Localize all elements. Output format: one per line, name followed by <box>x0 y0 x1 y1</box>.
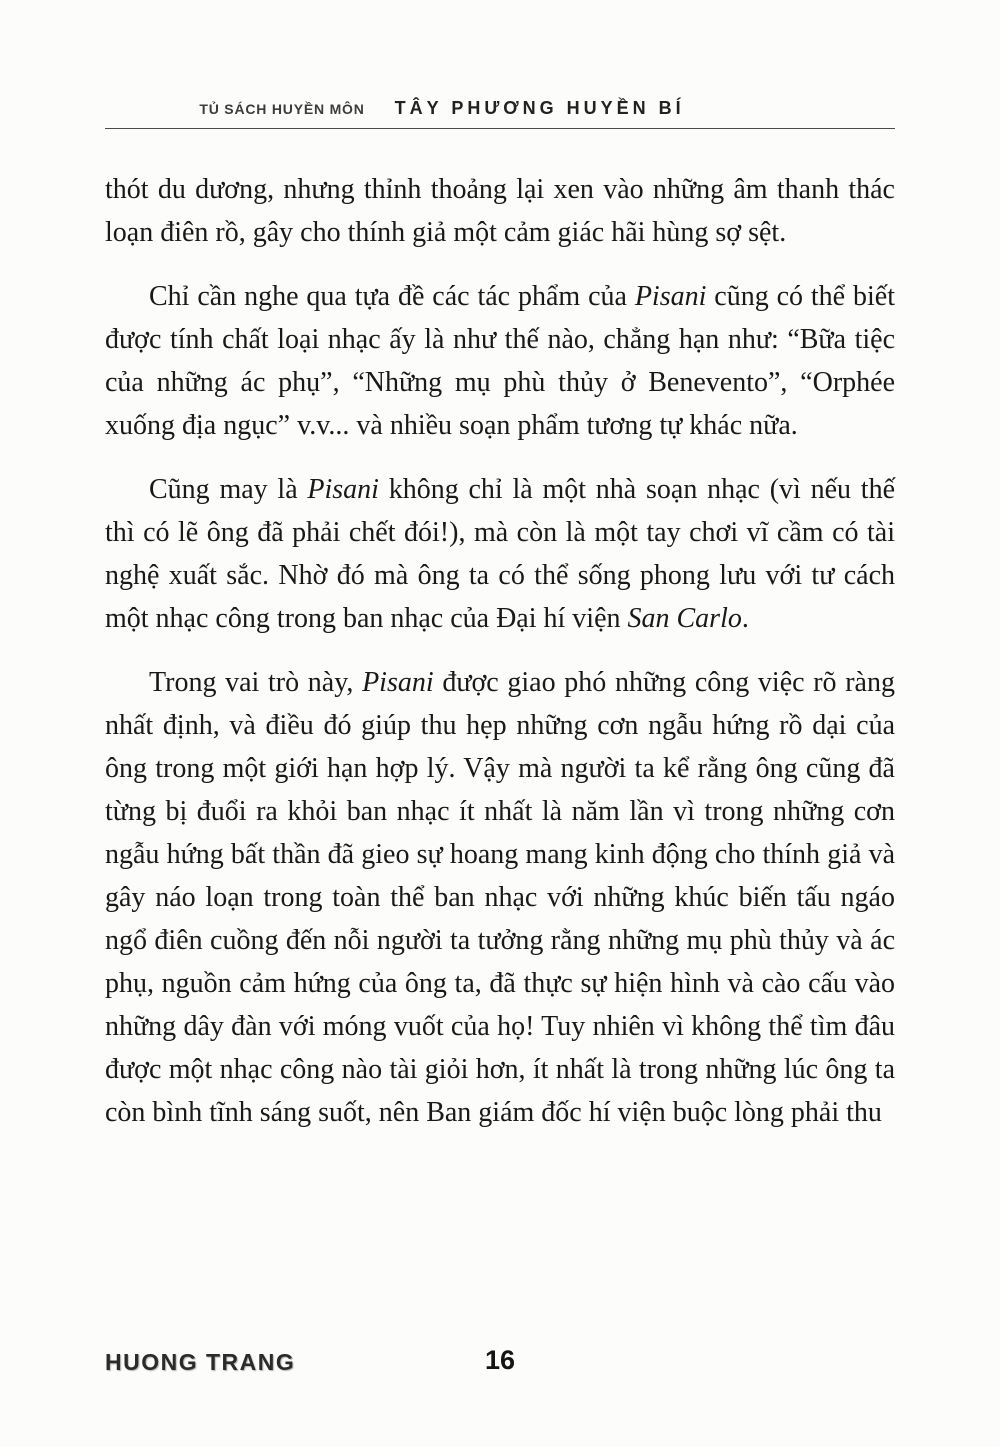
header-rule <box>105 128 895 129</box>
page-number: 16 <box>484 1345 516 1375</box>
paragraph <box>105 275 895 447</box>
body-text <box>105 168 895 1155</box>
publisher-logo: HUONG TRANG <box>105 1349 296 1375</box>
text-run: Trong vai trò này, <box>149 667 363 698</box>
paragraph <box>105 468 895 640</box>
text-run: cũng có thể biết được tính chất loại nhạc ấy là như thế nào, chẳng hạn như: “Bữa tiệc của những ác phụ”, “Những mụ phù thủy ở Benevento”, “Orphée xuống địa ngục” v.v... và nhiều soạn phẩm tương tự khác nữa. <box>105 281 895 441</box>
page-footer <box>105 1345 895 1385</box>
text-run: được giao phó những công việc rõ ràng nhất định, và điều đó giúp thu hẹp những cơn ngẫu hứng rồ dại của ông trong một giới hạn hợp lý. Vậy mà người ta kể rằng ông cũng đã từng bị đuổi ra khỏi ban nhạc ít nhất là năm lần vì trong những cơn ngẫu hứng bất thần đã gieo sự hoang mang kinh động cho thính giả và gây náo loạn trong toàn thể ban nhạc với những khúc biến tấu ngáo ngổ điên cuồng đến nỗi người ta tưởng rằng những mụ phù thủy và ác phụ, nguồn cảm hứng của ông ta, đã thực sự hiện hình và cào cấu vào những dây đàn với móng vuốt của họ! Tuy nhiên vì không thể tìm đâu được một nhạc công nào tài giỏi hơn, ít nhất là trong những lúc ông ta còn bình tĩnh sáng suốt, nên Ban giám đốc hí viện buộc lòng phải thu <box>105 667 895 1128</box>
page-header <box>105 98 895 137</box>
italic-run: Pisani <box>307 474 379 505</box>
header-row <box>47 98 837 119</box>
series-label: TỦ SÁCH HUYỀN MÔN <box>199 101 365 117</box>
text-run: thót du dương, nhưng thỉnh thoảng lại xen vào những âm thanh thác loạn điên rồ, gây cho thính giả một cảm giác hãi hùng sợ sệt. <box>105 174 895 248</box>
text-run: Chỉ cần nghe qua tựa đề các tác phẩm của <box>149 281 635 312</box>
italic-run: Pisani <box>634 281 707 312</box>
text-run: không chỉ là một nhà soạn nhạc (vì nếu thế thì có lẽ ông đã phải chết đói!), mà còn là một tay chơi vĩ cầm có tài nghệ xuất sắc. Nhờ đó mà ông ta có thể sống phong lưu với tư cách một nhạc công trong ban nhạc của Đại hí viện <box>105 474 895 634</box>
text-run: . <box>741 603 749 634</box>
paragraph <box>105 168 895 254</box>
italic-run: Pisani <box>362 667 434 698</box>
book-title: TÂY PHƯƠNG HUYỀN BÍ <box>394 98 685 118</box>
paragraph <box>105 661 895 1134</box>
text-run: Cũng may là <box>149 474 308 505</box>
italic-run: San Carlo <box>627 603 742 634</box>
